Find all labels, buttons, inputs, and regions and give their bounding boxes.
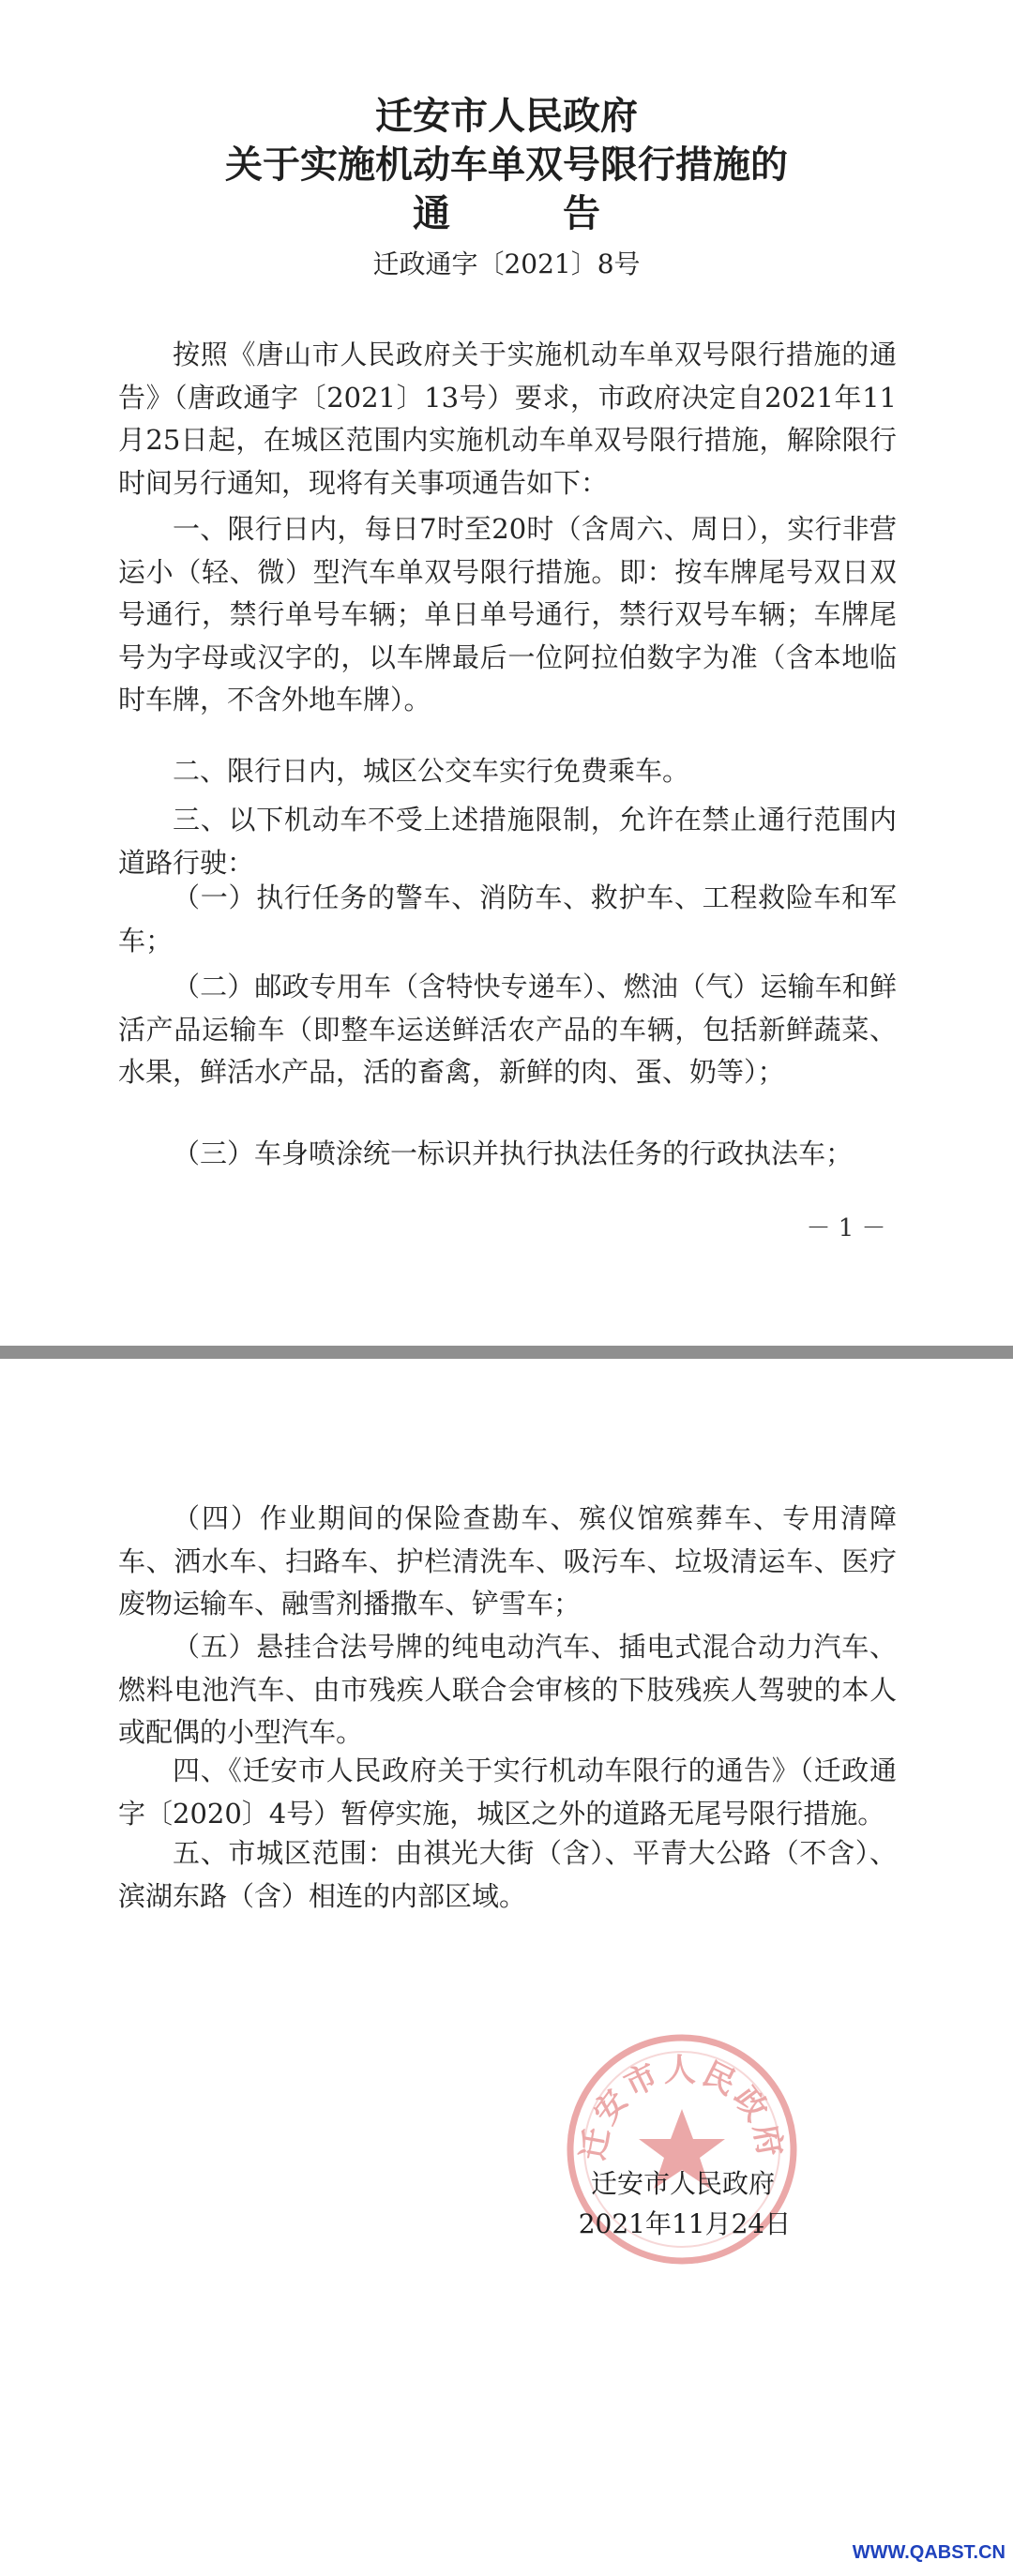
notice-paragraph-subitem-4: （四）作业期间的保险查勘车、殡仪馆殡葬车、专用清障车、洒水车、扫路车、护栏清洗车、吸污车、垃圾清运车、医疗废物运输车、融雪剂播撒车、铲雪车； (118, 1502, 897, 1620)
notice-paragraph-item-4: 四、《迁安市人民政府关于实行机动车限行的通告》（迁政通字〔2020〕4号）暂停实施，城区之外的道路无尾号限行措施。 (118, 1755, 897, 1830)
document-title-line-1: 迁安市人民政府 (375, 94, 638, 138)
official-seal-text: 迁安市人民政府 (574, 2052, 790, 2163)
signature-date: 2021年11月24日 (578, 2208, 792, 2239)
notice-paragraph-item-1: 一、限行日内，每日7时至20时（含周六、周日），实行非营运小（轻、微）型汽车单双号限行措施。即：按车牌尾号双日双号通行，禁行单号车辆；单日单号通行，禁行双号车辆；车牌尾号为字母或汉字的，以车牌最后一位阿拉伯数字为准（含本地临时车牌，不含外地车牌）。 (118, 513, 897, 716)
notice-paragraph-subitem-5: （五）悬挂合法号牌的纯电动汽车、插电式混合动力汽车、燃料电池汽车、由市残疾人联合会审核的下肢残疾人驾驶的本人或配偶的小型汽车。 (118, 1631, 897, 1749)
document-title-line-2: 关于实施机动车单双号限行措施的 (225, 143, 788, 187)
notice-paragraph-item-3: 三、以下机动车不受上述措施限制，允许在禁止通行范围内道路行驶： (118, 804, 897, 879)
signature-organization: 迁安市人民政府 (590, 2168, 775, 2199)
document-title-line-3: 通 告 (413, 191, 600, 235)
site-watermark: WWW.QABST.CN (852, 2542, 1005, 2563)
notice-paragraph-subitem-1: （一）执行任务的警车、消防车、救护车、工程救险车和军车； (118, 881, 897, 957)
page-separator (0, 1346, 1013, 1359)
notice-paragraph-subitem-2: （二）邮政专用车（含特快专递车）、燃油（气）运输车和鲜活产品运输车（即整车运送鲜活农产品的车辆，包括新鲜蔬菜、水果，鲜活水产品，活的畜禽，新鲜的肉、蛋、奶等）； (118, 971, 897, 1089)
notice-paragraph-intro: 按照《唐山市人民政府关于实施机动车单双号限行措施的通告》（唐政通字〔2021〕13号）要求，市政府决定自2021年11月25日起，在城区范围内实施机动车单双号限行措施，解除限行时间另行通知，现将有关事项通告如下： (118, 339, 897, 499)
document-number: 迁政通字〔2021〕8号 (372, 249, 641, 279)
signature-block (553, 2152, 816, 2283)
notice-paragraph-subitem-3: （三）车身喷涂统一标识并执行执法任务的行政执法车； (173, 1137, 854, 1169)
page-number: － 1 － (806, 1214, 886, 1243)
notice-paragraph-item-2: 二、限行日内，城区公交车实行免费乘车。 (173, 755, 690, 787)
notice-paragraph-item-5: 五、市城区范围：由祺光大街（含）、平青大公路（不含）、滨湖东路（含）相连的内部区域。 (118, 1837, 897, 1912)
